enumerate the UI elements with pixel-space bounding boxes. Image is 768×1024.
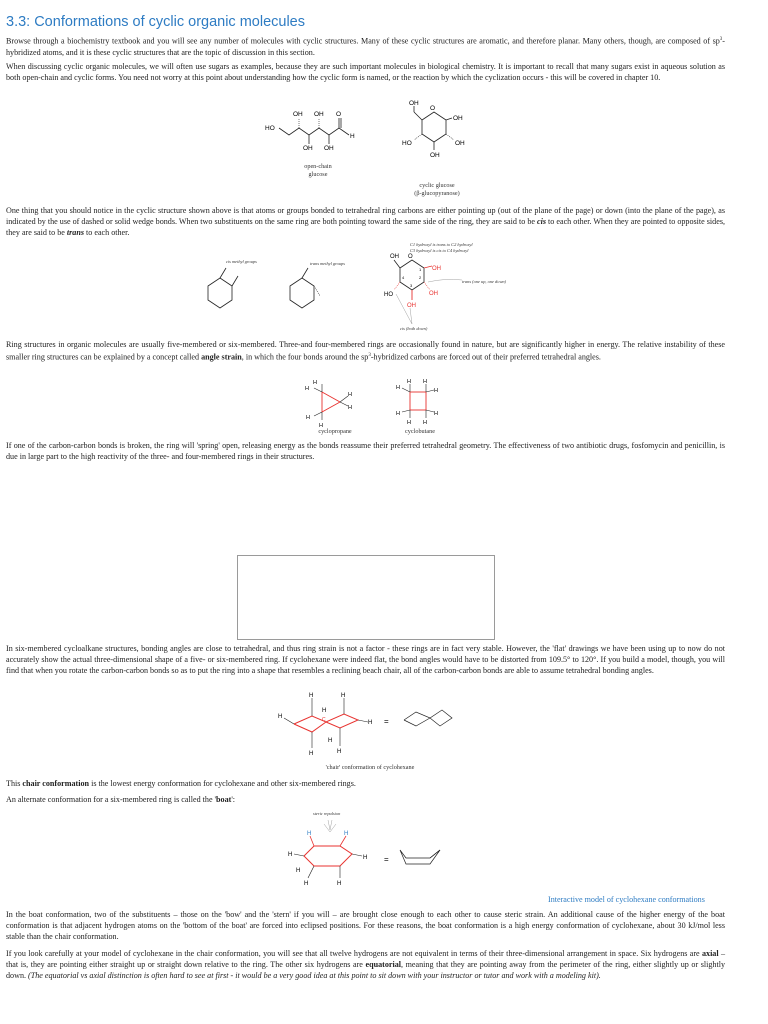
label-oh: OH xyxy=(453,115,463,122)
equals-sign: = xyxy=(384,717,389,726)
trans-note: trans (one up, one down) xyxy=(462,279,507,284)
label-c: C xyxy=(322,717,326,723)
cyclohexane-ring xyxy=(208,278,232,308)
paragraph-cis-trans xyxy=(6,205,725,238)
label-h: H xyxy=(306,415,310,421)
label-h: H xyxy=(313,380,317,386)
paragraph-sugars: When discussing cyclic organic molecules, we will often use sugars as examples, because they are such important molecules in biological chemistry. It is important to recall that many sugars exist in aqueous solution as both open-chain and cyclic forms. You need not worry at this point about understanding how the cyclic form is named, or the reaction by which the cyclization occurs - this will be covered in chapter 10. xyxy=(6,62,725,82)
label-h: H xyxy=(337,749,342,755)
italic-note: (The equatorial vs axial distinction is often hard to see at first - it would be a very good idea at this point to sit down with your instructor or tutor and work with a modeling kit). xyxy=(28,971,601,980)
caption-line: open-chain xyxy=(304,163,332,170)
paragraph-chair-conformation xyxy=(6,778,725,789)
boat-ring xyxy=(304,846,352,866)
label-oh: OH xyxy=(303,145,313,152)
label-h: H xyxy=(434,411,438,417)
label-h: H xyxy=(407,379,411,385)
term-axial: axial xyxy=(701,949,719,958)
boat-figure xyxy=(284,818,454,888)
term-angle-strain: angle strain xyxy=(201,352,242,362)
paragraph-chair-intro: In six-membered cycloalkane structures, bonding angles are close to tetrahedral, and thus ring strain is not a factor - these rings are in fact very stable. However, the 'flat' drawings we have been using up to now do not accurately show the actual three-dimensional shape of a five- or six-membered ring. If cyclohexane were indeed flat, the bond angles would have to be distorted from 109.5° to 120°. If you build a model, though, you will find that when you rotate the carbon-carbon bonds so as to put the ring into a shape that resembles a reclining beach chair, all of the carbon-carbon bonds are able to assume tetrahedral bonding angles. xyxy=(6,644,725,675)
label-h: H xyxy=(319,423,323,429)
chair-ring xyxy=(294,714,358,728)
term-chair: chair conformation xyxy=(22,779,90,788)
label-h: H xyxy=(423,379,427,385)
cis-trans-figure xyxy=(200,248,480,338)
embedded-model-frame[interactable] xyxy=(237,555,495,640)
label-h: H xyxy=(344,831,349,837)
label-h: H xyxy=(278,714,283,720)
label-h: H xyxy=(307,831,312,837)
label-h: H xyxy=(309,693,314,699)
label-h: H xyxy=(407,420,411,426)
term-cis: cis xyxy=(537,217,547,226)
text: , in which the four bonds around the sp xyxy=(241,352,369,362)
text: -hybridized carbons are forced out of their preferred tetrahedral angles. xyxy=(370,352,601,362)
label-h: H xyxy=(328,738,333,744)
term-boat: boat xyxy=(216,795,232,804)
chair-caption: 'chair' conformation of cyclohexane xyxy=(325,764,415,771)
text: If you look carefully at your model of cyclohexane in the chair conformation, you will see that all twelve hydrogens are not equivalent in terms of their three-dimensional arrangement in space. Six hydrogens are xyxy=(6,949,702,958)
cyclopropane-caption: cyclopropane xyxy=(318,428,352,435)
label-oh: OH xyxy=(455,140,465,147)
label-h: H xyxy=(350,133,355,140)
chair-figure xyxy=(278,690,462,760)
label-h: H xyxy=(396,411,400,417)
open-chain-caption xyxy=(288,163,348,178)
label-oh: OH xyxy=(430,152,440,159)
ring-number: 3 xyxy=(410,283,413,288)
cyclobutane-caption: cyclobutane xyxy=(405,428,435,435)
caption-line: (β-glucopyranose) xyxy=(414,189,460,197)
label-oh: OH xyxy=(432,266,441,272)
label-h: H xyxy=(363,855,368,861)
label-h: H xyxy=(348,392,352,398)
cyclic-glucose-caption xyxy=(397,182,477,197)
paragraph-intro xyxy=(6,34,725,58)
label-h: H xyxy=(348,405,352,411)
label-h: H xyxy=(341,693,346,699)
label-o: O xyxy=(336,111,342,118)
label-o: O xyxy=(430,105,436,112)
open-chain-backbone xyxy=(279,128,349,135)
caption-line: glucose xyxy=(308,170,328,178)
paragraph-axial-equatorial xyxy=(6,948,725,981)
label-h: H xyxy=(368,720,373,726)
text: Browse through a biochemistry textbook and you will see any number of molecules with cyclic structures. Many of these cyclic structures are aromatic, and therefore planar. Many others, though, are composed of sp xyxy=(6,36,720,46)
text: Ring structures in organic molecules are usually five-membered or six-membered. Three-and four-membered rings are occasionally found in nature, but are significantly higher in energy. The relative instability of these smaller ring structures can be explained by a concept called xyxy=(6,340,725,362)
label-h: H xyxy=(396,385,400,391)
small-rings-figure xyxy=(300,378,460,428)
label-ho: HO xyxy=(265,125,275,132)
page-title: 3.3: Conformations of cyclic organic molecules xyxy=(6,14,305,30)
label-h: H xyxy=(296,868,301,874)
label-oh: OH xyxy=(293,111,303,118)
cyclopropane-ring xyxy=(322,392,340,412)
label-h: H xyxy=(434,388,438,394)
label-h: H xyxy=(304,881,309,887)
text: – that is, they are pointing either straight up or straight down relative to the ring. The other six hydrogens are xyxy=(6,949,725,969)
label-ho: HO xyxy=(384,292,393,298)
paragraph-boat-intro xyxy=(6,794,725,805)
label-h: H xyxy=(288,852,293,858)
note-line: C3 hydroxyl is cis to C4 hydroxyl xyxy=(410,247,469,253)
cis-methyl-label: cis methyl groups xyxy=(226,259,257,264)
label-oh: OH xyxy=(409,100,419,107)
note-line: C1 hydroxyl is trans to C2 hydroxyl xyxy=(410,242,473,247)
label-oh: OH xyxy=(314,111,324,118)
cyclohexane-ring xyxy=(290,278,314,308)
ring-number: 1 xyxy=(419,267,422,272)
text: is the lowest energy conformation for cyclohexane and other six-membered rings. xyxy=(89,779,356,788)
label-ho: HO xyxy=(402,140,412,147)
paragraph-angle-strain xyxy=(6,339,725,363)
label-h: H xyxy=(305,386,309,392)
label-oh: OH xyxy=(429,291,438,297)
term-equatorial: equatorial xyxy=(365,960,402,969)
text: , meaning that they are pointing away from the perimeter of the ring, either slightly up or slightly down. xyxy=(6,960,726,980)
ring-number: 2 xyxy=(419,275,422,280)
text: ': xyxy=(231,795,236,804)
equals-sign: = xyxy=(384,855,389,864)
text: This xyxy=(6,779,23,788)
cis-note: cis (both down) xyxy=(400,326,428,331)
boat-skeleton xyxy=(400,850,440,864)
superscript: 3 xyxy=(368,353,371,358)
label-h: H xyxy=(423,420,427,426)
text: An alternate conformation for a six-membered ring is called the ' xyxy=(6,795,217,804)
interactive-model-link[interactable]: Interactive model of cyclohexane conformations xyxy=(548,895,705,904)
label-oh: OH xyxy=(324,145,334,152)
text: One thing that you should notice in the cyclic structure shown above is that atoms or groups bonded to tetrahedral ring carbons are either pointing up (out of the plane of the page) or down (into the plane of the page), as indicated by the use of dashed or solid wedge bonds. When two substituents on the same ring are both pointing toward the same side of the ring, they are said to be xyxy=(6,206,725,226)
glucose-ring xyxy=(422,112,446,142)
label-h: H xyxy=(309,751,314,757)
label-o: O xyxy=(408,254,413,260)
text: -hybridized atoms, and it is these cyclic structures that are the topic of discussion in this section. xyxy=(6,36,725,57)
paragraph-boat: In the boat conformation, two of the substituents – those on the 'bow' and the 'stern' if you will – are brought close enough to each other to cause steric strain. An additional cause of the higher energy of the boat conformation is that adjacent hydrogen atoms on the 'bottom of the boat' are forced into eclipsed positions. For these reasons, the boat conformation is a high energy conformation of cyclohexane, about 30 kJ/mol less stable than the chair conformation. xyxy=(6,910,725,941)
superscript: 3 xyxy=(719,37,723,42)
cyclobutane-ring xyxy=(410,392,426,410)
term-trans: trans xyxy=(66,228,85,237)
label-h: H xyxy=(337,881,342,887)
ring-number: 4 xyxy=(402,275,405,280)
steric-label: steric repulsion xyxy=(313,811,341,816)
label-oh: OH xyxy=(407,303,416,309)
caption-line: cyclic glucose xyxy=(419,182,455,189)
label-h: H xyxy=(322,708,327,714)
label-oh: OH xyxy=(390,254,399,260)
text: to each other. When they are pointed to opposite sides, they are said to be xyxy=(6,217,725,237)
paragraph-ring-opening: If one of the carbon-carbon bonds is broken, the ring will 'spring' open, releasing energy as the bonds reassume their preferred tetrahedral geometry. The effectiveness of two antibiotic drugs, fosfomycin and penicillin, is due in large part to the high reactivity of the three- and four-membered rings in their structures. xyxy=(6,441,725,461)
text: to each other. xyxy=(84,228,130,237)
trans-methyl-label: trans methyl groups xyxy=(310,261,345,266)
